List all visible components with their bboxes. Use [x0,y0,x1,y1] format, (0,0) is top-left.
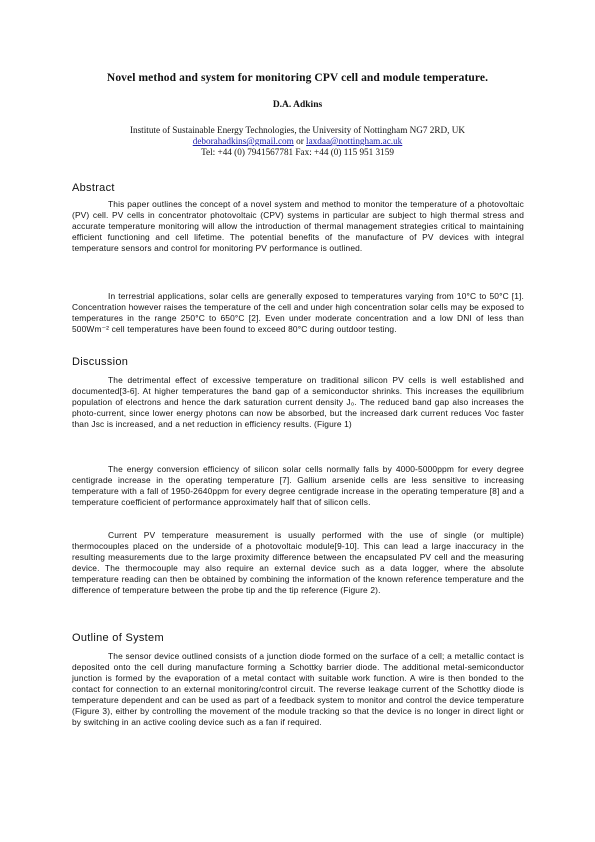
abstract-heading: Abstract [72,182,115,194]
discussion-paragraph-3: Current PV temperature measurement is usually performed with the use of single (or multiple) thermocouples placed on the underside of a photovoltaic module[9-10]. This can lead a large inaccuracy in the resulting measurements due to the large proximity difference between the encapsulated PV cell and the measuring device. The thermocouple may also require an external device such as a data logger, where the absolute temperature reading can then be obtained by combining the information of the known reference temperature and the difference of temperature between the probe tip and the tip reference (Figure 2). [72,530,524,596]
email-link-primary[interactable]: deborahadkins@gmail.com [192,136,294,146]
paper-author: D.A. Adkins [272,100,323,110]
affiliation: Institute of Sustainable Energy Technologies, the University of Nottingham NG7 2RD, UK [129,125,466,135]
email-link-secondary[interactable]: laxdaa@nottingham.ac.uk [306,136,403,146]
abstract-paragraph-2: In terrestrial applications, solar cells are generally exposed to temperatures varying from 10°C to 50°C [1]. Concentration however raises the temperature of the cell and under high concentration solar cells may be exposed to temperatures in the range 250°C to 650°C [2]. Even under moderate concentration and a low DNI of less than 500Wm⁻² cell temperatures have been found to exceed 80°C during outdoor testing. [72,291,524,335]
outline-paragraph-1: The sensor device outlined consists of a junction diode formed on the surface of a cell; a metallic contact is deposited onto the cell during manufacture forming a Schottky barrier diode. The additional metal-semiconductor junction is formed by the evaporation of a metal contact with suitable work function. A wire is then bonded to the contact for connection to an external monitoring/control circuit. The reverse leakage current of the Schottky diode is temperature dependent and can be used as part of a feedback system to monitor and control the device temperature (Figure 3), either by controlling the movement of the module tracking so that the device is no longer in direct light or by switching in an active cooling device such as a fan if required. [72,651,524,728]
outline-heading: Outline of System [72,632,164,644]
discussion-paragraph-1: The detrimental effect of excessive temperature on traditional silicon PV cells is well established and documented[3-6]. At higher temperatures the band gap of a semiconductor shrinks. This increases the equilibrium population of electrons and hence the dark saturation current density J₀. The reduced band gap also increases the photo-current, since lower energy photons can now be absorbed, but the increased dark current reduces Voc faster than Jsc is increased, and a net reduction in efficiency results. (Figure 1) [72,375,524,430]
email-separator: or [293,136,307,146]
discussion-paragraph-2: The energy conversion efficiency of silicon solar cells normally falls by 4000-5000ppm for every degree centigrade increase in the operating temperature [7]. Gallium arsenide cells are less sensitive to increasing temperature with a fall of 1950-2640ppm for every degree centigrade increase in the operating temperature [8] and a temperature coefficient of performance approximately half that of silicon cells. [72,464,524,508]
discussion-heading: Discussion [72,356,129,368]
phone-line: Tel: +44 (0) 7941567781 Fax: +44 (0) 115 951 3159 [201,147,394,157]
paper-title: Novel method and system for monitoring CPV cell and module temperature. [106,72,489,84]
email-line [0,136,595,147]
abstract-paragraph-1: This paper outlines the concept of a novel system and method to monitor the temperature of a photovoltaic (PV) cell. PV cells in concentrator photovoltaic (CPV) systems in particular are subject to high thermal stress and accurate temperature monitoring will allow the introduction of thermal management strategies critical to maintaining efficient functioning and cell lifetime. The potential benefits of the manufacture of PV devices with integral temperature sensors and control for monitoring PV performance is outlined. [72,199,524,254]
author-affiliation-block [0,125,595,158]
